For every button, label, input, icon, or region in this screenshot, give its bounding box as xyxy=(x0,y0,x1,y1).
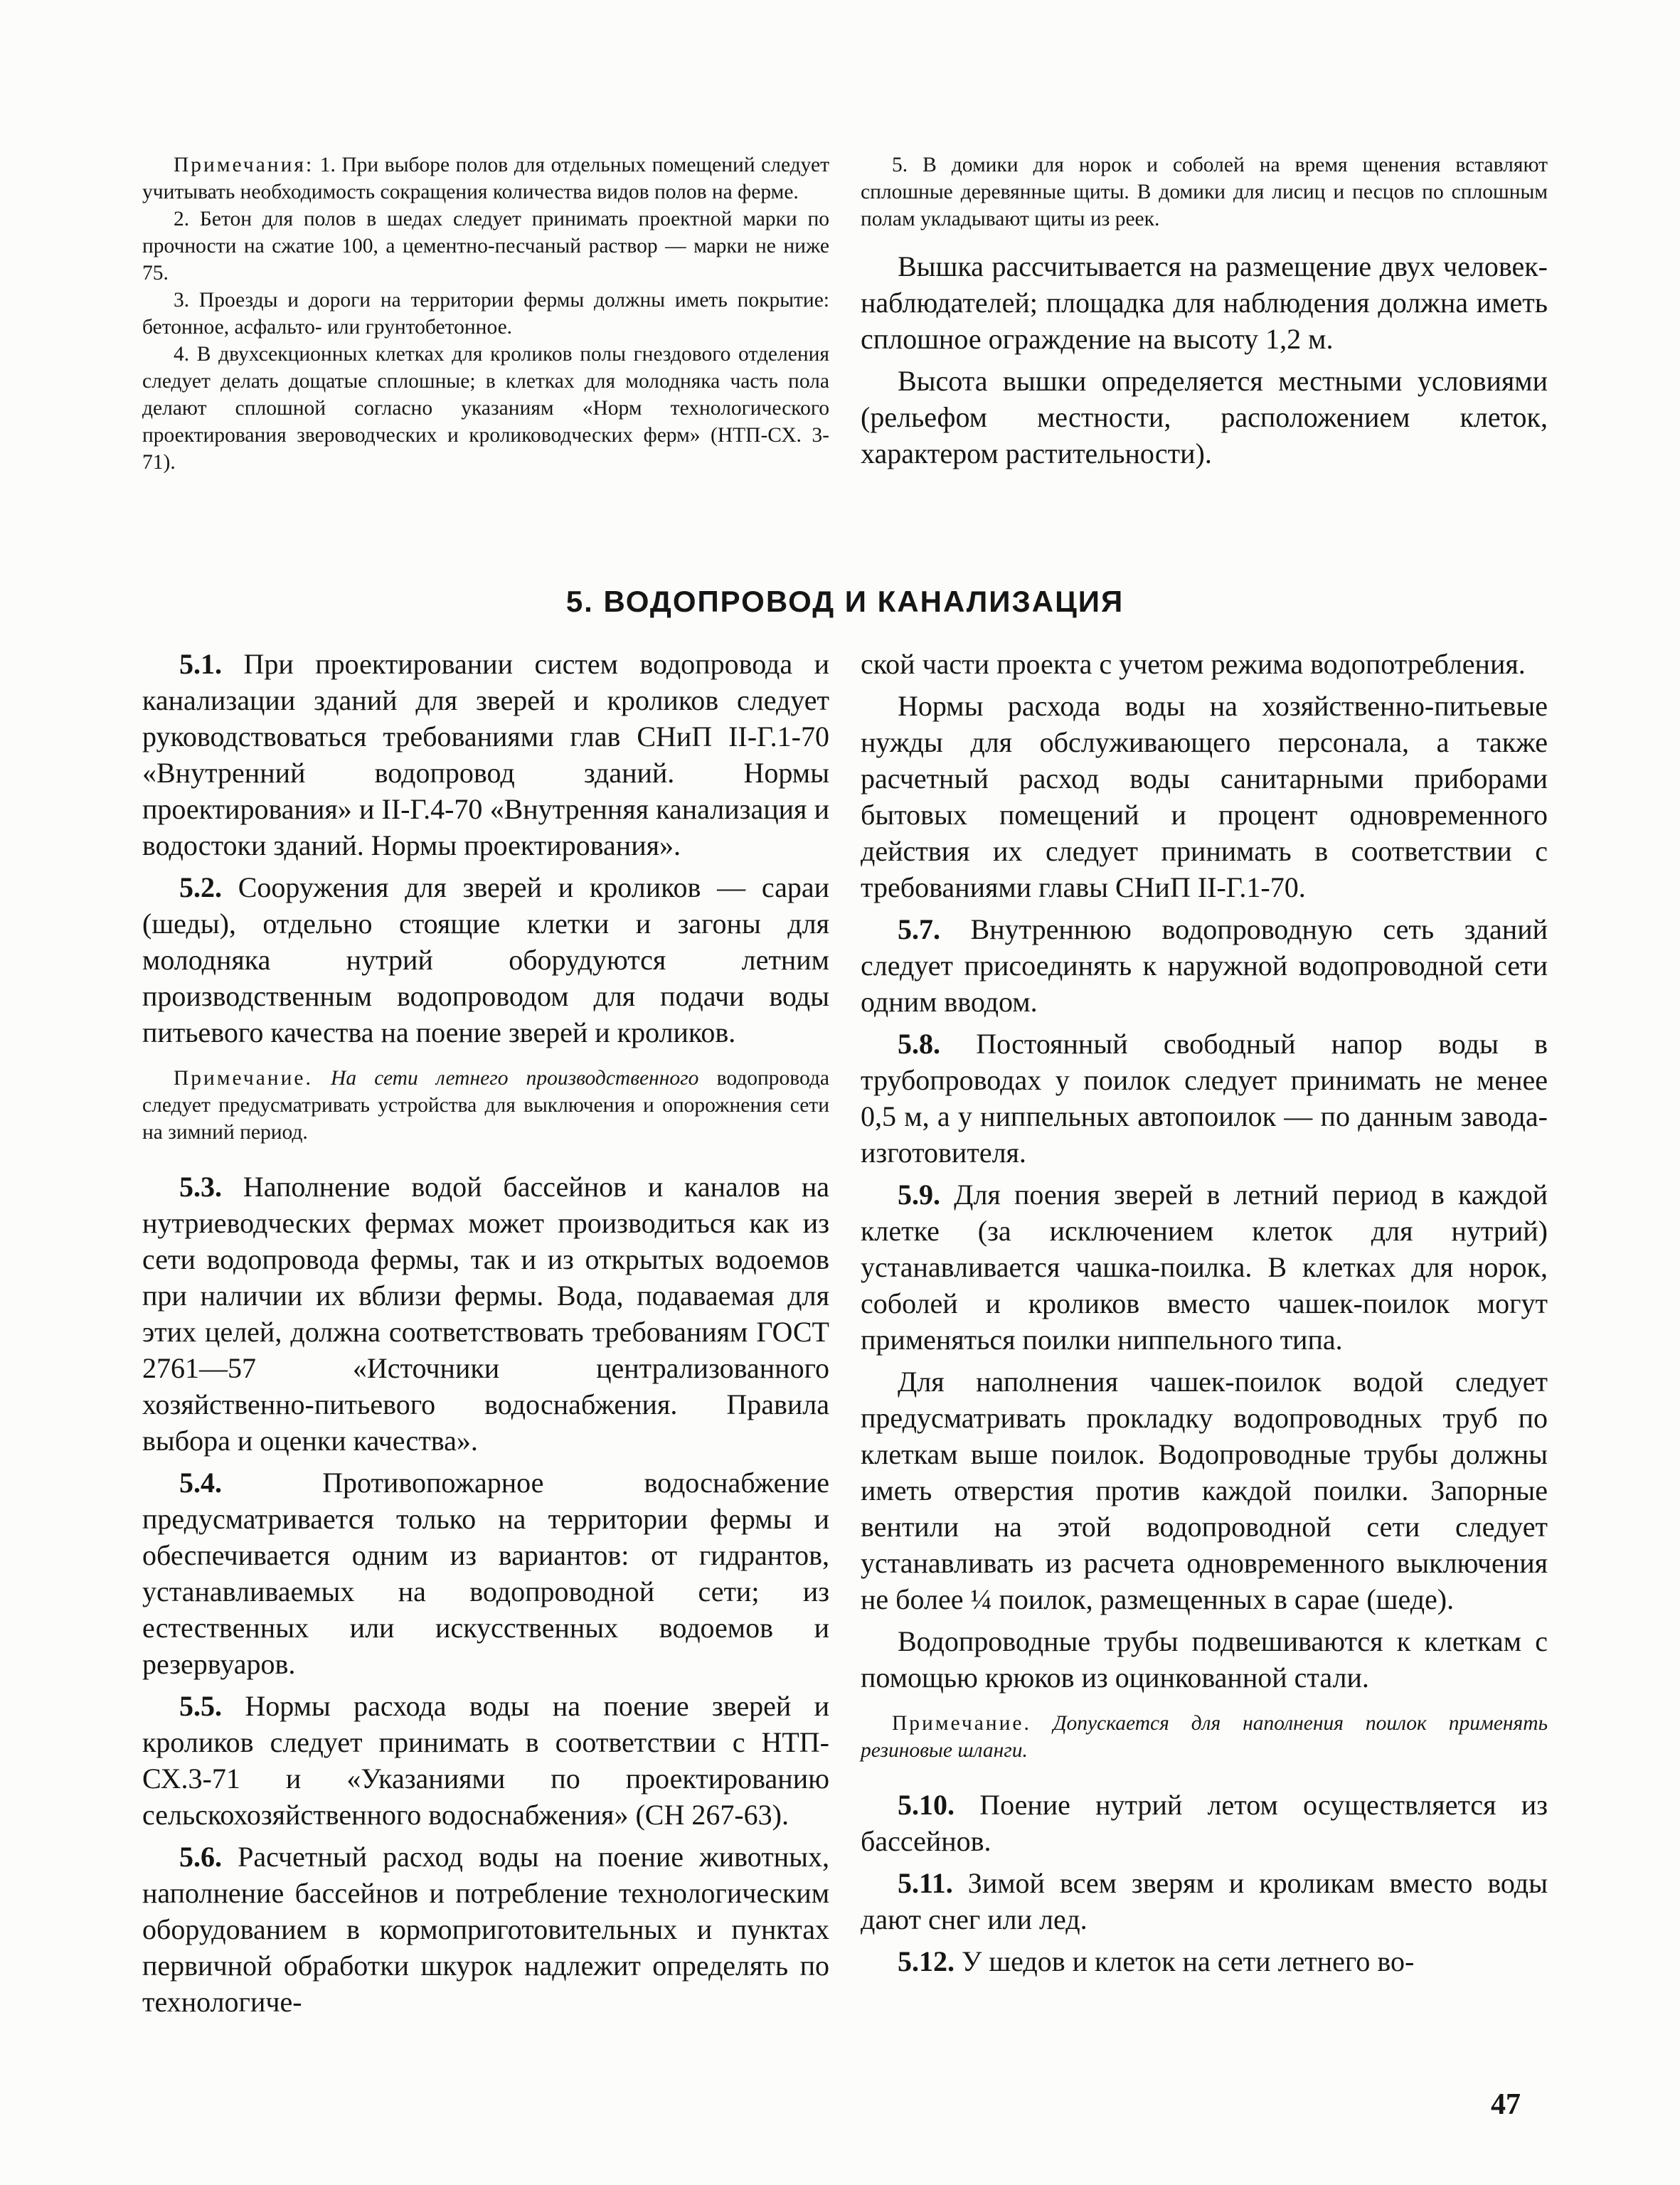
section-5-12: 5.12. У шедов и клеток на сети летнего во- xyxy=(898,1945,1415,1977)
section-5-8: 5.8. Постоянный свободный напор воды в трубопроводах у поилок следует принимать не менее 0,5 м, а у ниппельных автопоилок — по данным завода-изготовителя. xyxy=(861,1028,1548,1169)
section-5-7: 5.7. Внутреннюю водопроводную сеть зданий следует присоединять к наружной водопроводной сети одним вводом. xyxy=(861,913,1548,1018)
section-5-4: 5.4. Противопожарное водоснабжение предусматривается только на территории фермы и обеспечивается одним из вариантов: от гидрантов, устанавливаемых на водопроводной сети; из естественных или искусственных водоемов и резервуаров. xyxy=(142,1467,829,1680)
paragraph-filling: Для наполнения чашек-поилок водой следует предусматривать прокладку водопроводных труб по клеткам выше поилок. Водопроводные трубы должны иметь отверстия против каждой поилки. Запорные вентили на этой водопроводной сети следует устанавливать из расчета одновременного выключения не более ¼ поилок, размещенных в сарае (шеде). xyxy=(861,1366,1548,1615)
tower-paragraph-1: Вышка рассчитывается на размещение двух человек-наблюдателей; площадка для наблюдения должна иметь сплошное ограждение на высоту 1,2 м. xyxy=(861,250,1548,355)
section-5-11: 5.11. Зимой всем зверям и кроликам вместо воды дают снег или лед. xyxy=(861,1867,1548,1935)
note-2: 2. Бетон для полов в шедах следует принимать проектной марки по прочности на сжатие 100, а цементно-песчаный раствор — марки не ниже 75. xyxy=(142,208,829,285)
section-5-2: 5.2. Сооружения для зверей и кроликов — сараи (шеды), отдельно стоящие клетки и загоны для молодняка нутрий оборудуются летним производственным водопроводом для подачи воды питьевого качества на поение зверей и кроликов. xyxy=(142,871,830,1048)
section-5-9: 5.9. Для поения зверей в летний период в каждой клетке (за исключением клеток для нутрий) устанавливается чашка-поилка. В клетках для норок, соболей и кроликов вместо чашек-поилок могут применяться поилки ниппельного типа. xyxy=(861,1179,1548,1356)
section-title: 5. ВОДОПРОВОД И КАНАЛИЗАЦИЯ xyxy=(565,585,1125,618)
note-3: 3. Проезды и дороги на территории фермы должны иметь покрытие: бетонное, асфальто- или грунтобетонное. xyxy=(142,289,829,339)
notes-label: Примечания: xyxy=(174,154,314,176)
note-1: Примечания: 1. При выборе полов для отдельных помещений следует учитывать необходимость сокращения количества видов полов на ферме. xyxy=(142,154,830,203)
note-5-2: Примечание. На сети летнего производственного водопровода следует предусматривать устройства для выключения и опорожнения сети на зимний период. xyxy=(142,1067,829,1144)
section-5-5: 5.5. Нормы расхода воды на поение зверей и кроликов следует принимать в соответствии с НТП-СХ.3-71 и «Указаниями по проектированию сельскохозяйственного водоснабжения» (СН 267-63). xyxy=(142,1690,829,1831)
left-column xyxy=(142,646,829,2026)
top-right-block xyxy=(861,151,1548,477)
right-column xyxy=(861,646,1548,1985)
section-5-1: 5.1. При проектировании систем водопровода и канализации зданий для зверей и кроликов следует руководствоваться требованиями глав СНиП II-Г.1-70 «Внутренний водопровод зданий. Нормы проектирования» и II-Г.4-70 «Внутренняя канализация и водостоки зданий. Нормы проектирования». xyxy=(142,648,830,861)
paragraph-norms: Нормы расхода воды на хозяйственно-питьевые нужды для обслуживающего персонала, а также расчетный расход воды санитарными приборами бытовых помещений и процент одновременного действия их следует принимать в соответствии с требованиями главы СНиП II-Г.1-70. xyxy=(861,690,1548,903)
section-5-10: 5.10. Поение нутрий летом осуществляется из бассейнов. xyxy=(861,1789,1548,1857)
note-rubber-hoses: Примечание. Допускается для наполнения поилок применять резиновые шланги. xyxy=(861,1712,1548,1762)
section-5-3: 5.3. Наполнение водой бассейнов и каналов на нутриеводческих фермах может производиться как из сети водопровода фермы, так и из открытых водоемов при наличии их вблизи фермы. Вода, подаваемая для этих целей, должна соответствовать требованиям ГОСТ 2761—57 «Источники централизованного хозяйственно-питьевого водоснабжения. Правила выбора и оценки качества». xyxy=(142,1171,829,1457)
note-4: 4. В двухсекционных клетках для кроликов полы гнездового отделения следует делать дощатые сплошные; в клетках для молодняка часть пола делают сплошной согласно указаниям «Норм технологического проектирования звероводческих и кролиководческих ферм» (НТП-СХ. 3-71). xyxy=(142,343,829,474)
note-5: 5. В домики для норок и соболей на время щенения вставляют сплошные деревянные щиты. В домики для лисиц и песцов по сплошным полам укладывают щиты из реек. xyxy=(861,154,1548,230)
paragraph-pipes: Водопроводные трубы подвешиваются к клеткам с помощью крюков из оцинкованной стали. xyxy=(861,1625,1548,1694)
page-number: 47 xyxy=(1491,2088,1521,2121)
section-5-6-continued: ской части проекта с учетом режима водопотребления. xyxy=(861,648,1526,680)
notes-block-top-left xyxy=(142,151,829,476)
tower-paragraph-2: Высота вышки определяется местными условиями (рельефом местности, расположением клеток, характером растительности). xyxy=(861,365,1548,469)
section-5-6: 5.6. Расчетный расход воды на поение животных, наполнение бассейнов и потребление технологическим оборудованием в кормоприготовительных и пунктах первичной обработки шкурок надлежит определять по технологиче- xyxy=(142,1841,830,2018)
